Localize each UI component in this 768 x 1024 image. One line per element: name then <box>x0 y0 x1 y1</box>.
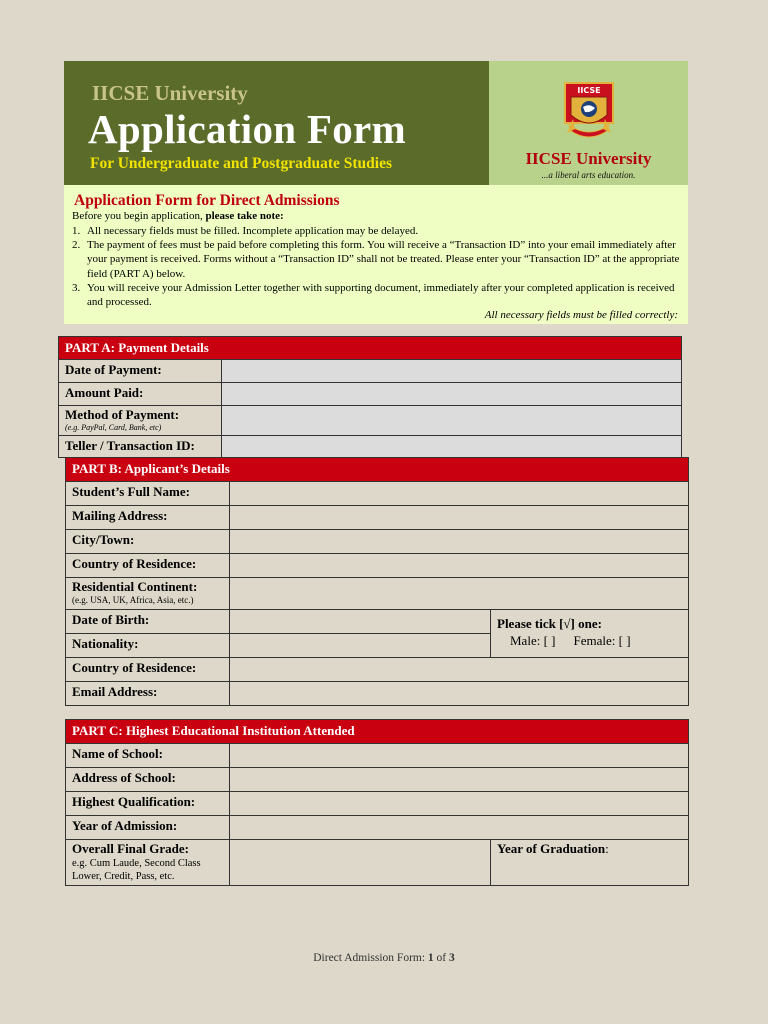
university-name-small: IICSE University <box>92 81 248 105</box>
year-of-admission-field[interactable] <box>230 816 689 840</box>
full-name-label: Student’s Full Name: <box>66 482 230 506</box>
list-item <box>72 238 680 281</box>
payment-details-table <box>58 336 682 458</box>
school-address-field[interactable] <box>230 768 689 792</box>
residential-continent-field[interactable] <box>230 578 689 610</box>
title-banner <box>64 61 489 185</box>
footer-text: Direct Admission Form: <box>313 952 428 964</box>
final-grade-label <box>66 840 230 886</box>
highest-qualification-label: Highest Qualification: <box>66 792 230 816</box>
country-of-residence-field-2[interactable] <box>230 658 689 682</box>
residential-continent-label <box>66 578 230 610</box>
method-of-payment-field[interactable] <box>222 406 682 436</box>
transaction-id-label: Teller / Transaction ID: <box>59 436 222 458</box>
form-header <box>64 61 688 324</box>
final-grade-field[interactable] <box>230 840 491 886</box>
nationality-field[interactable] <box>230 634 491 658</box>
part-a-heading: PART A: Payment Details <box>59 337 682 360</box>
amount-paid-label: Amount Paid: <box>59 383 222 406</box>
page-total: 3 <box>449 952 455 964</box>
instructions-title: Application Form for Direct Admissions <box>74 192 340 209</box>
logo-text: IICSE <box>577 86 601 95</box>
grade-hint: e.g. Cum Laude, Second Class Lower, Credit, Pass, etc. <box>72 858 201 882</box>
gender-options <box>497 633 682 649</box>
education-table <box>65 719 689 886</box>
method-of-payment-label <box>59 406 222 436</box>
city-field[interactable] <box>230 530 689 554</box>
country-of-residence-field[interactable] <box>230 554 689 578</box>
mailing-address-label: Mailing Address: <box>66 506 230 530</box>
country-of-residence-label-2: Country of Residence: <box>66 658 230 682</box>
year-of-admission-label: Year of Admission: <box>66 816 230 840</box>
list-number: 1. <box>72 225 81 237</box>
email-address-field[interactable] <box>230 682 689 706</box>
logo-university-name: IICSE University <box>525 149 652 168</box>
list-number: 2. <box>72 239 81 252</box>
page-number: 1 <box>427 952 434 964</box>
mailing-address-field[interactable] <box>230 506 689 530</box>
method-label-text: Method of Payment: <box>65 407 180 422</box>
transaction-id-field[interactable] <box>222 436 682 458</box>
instructions-panel <box>64 185 688 324</box>
highest-qualification-field[interactable] <box>230 792 689 816</box>
list-number: 3. <box>72 281 81 294</box>
email-address-label: Email Address: <box>66 682 230 706</box>
gender-tick-box[interactable] <box>491 610 689 658</box>
continent-hint: (e.g. USA, UK, Africa, Asia, etc.) <box>72 595 194 605</box>
female-checkbox[interactable]: Female: [ ] <box>573 633 631 648</box>
page-footer <box>0 952 768 964</box>
year-of-graduation-field[interactable]: Year of Graduation: <box>491 840 689 886</box>
school-name-label: Name of School: <box>66 744 230 768</box>
part-b-heading: PART B: Applicant’s Details <box>66 458 689 482</box>
list-item <box>72 281 680 309</box>
continent-label-text: Residential Continent: <box>72 579 198 594</box>
date-of-payment-label: Date of Payment: <box>59 360 222 383</box>
intro-bold-text: please take note: <box>205 210 284 222</box>
nationality-label: Nationality: <box>66 634 230 658</box>
list-text: You will receive your Admission Letter together with supporting document, immediately after your completed application is received and processed. <box>87 281 675 309</box>
city-label: City/Town: <box>66 530 230 554</box>
school-address-label: Address of School: <box>66 768 230 792</box>
logo-panel <box>489 61 688 185</box>
amount-paid-field[interactable] <box>222 383 682 406</box>
page-title: Application Form <box>88 106 406 152</box>
gender-tick-title: Please tick [√] one: <box>497 616 602 631</box>
footer-of: of <box>433 952 450 964</box>
grade-label-text: Overall Final Grade: <box>72 841 189 856</box>
instructions-intro <box>72 210 284 222</box>
intro-text: Before you begin application, <box>72 210 206 222</box>
list-text: All necessary fields must be filled. Incomplete application may be delayed. <box>87 225 419 237</box>
school-name-field[interactable] <box>230 744 689 768</box>
instructions-footer: All necessary fields must be filled correctly: <box>484 309 678 321</box>
graduation-label: Year of Graduation <box>497 841 606 856</box>
page-subtitle: For Undergraduate and Postgraduate Studies <box>90 155 392 172</box>
part-c-heading: PART C: Highest Educational Institution Attended <box>66 720 689 744</box>
logo-tagline: ...a liberal arts education. <box>541 170 636 180</box>
full-name-field[interactable] <box>230 482 689 506</box>
date-of-birth-label: Date of Birth: <box>66 610 230 634</box>
university-crest-icon <box>563 81 615 145</box>
country-of-residence-label: Country of Residence: <box>66 554 230 578</box>
method-hint: (e.g. PayPal, Card, Bank, etc) <box>65 423 162 432</box>
date-of-payment-field[interactable] <box>222 360 682 383</box>
male-checkbox[interactable]: Male: [ ] <box>510 633 556 648</box>
list-item <box>72 224 680 238</box>
date-of-birth-field[interactable] <box>230 610 491 634</box>
instructions-list <box>72 224 680 309</box>
list-text: The payment of fees must be paid before completing this form. You will receive a “Transaction ID” into your email immediately after your payment is received. Forms without a “Transaction ID” shall not be treated. Please enter your “Transaction ID” at the appropriate field (PART A) below. <box>87 239 680 280</box>
applicant-details-table <box>65 457 689 706</box>
